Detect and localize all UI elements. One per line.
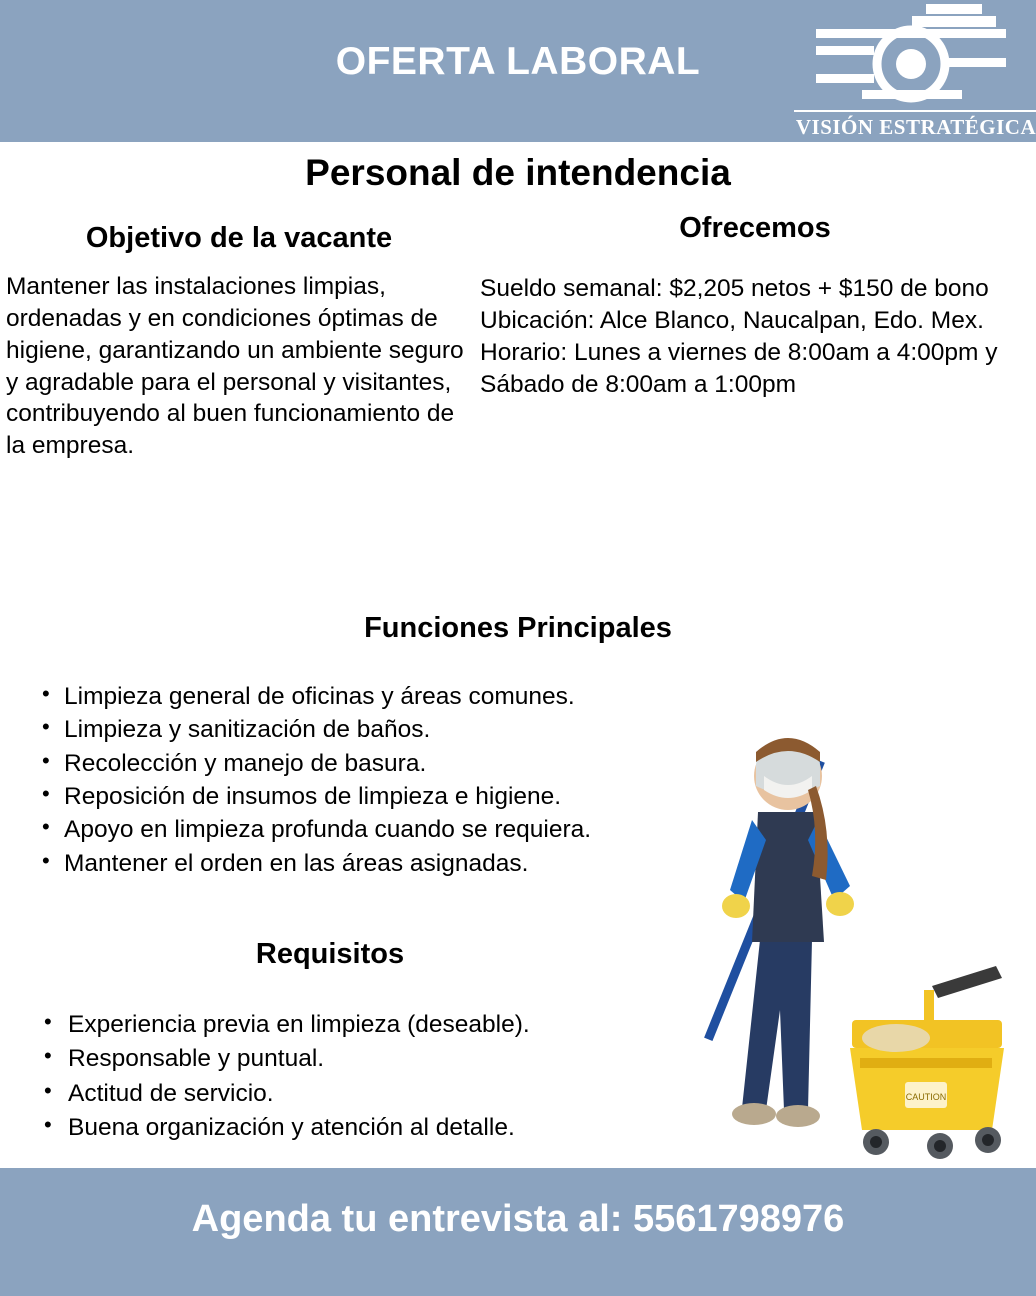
header-band [0, 0, 1036, 142]
requirements-heading: Requisitos [255, 938, 405, 970]
list-item: • Responsable y puntual. [44, 1042, 704, 1076]
offer-line-schedule: Horario: Lunes a viernes de 8:00am a 4:00pm y Sábado de 8:00am a 1:00pm [480, 338, 998, 398]
offer-line-location: Ubicación: Alce Blanco, Naucalpan, Edo. Mex. [480, 306, 984, 334]
objective-heading: Objetivo de la vacante [85, 222, 393, 254]
contact-cta: Agenda tu entrevista al: 5561798976 [191, 1198, 845, 1240]
page-title: OFERTA LABORAL [335, 40, 701, 83]
objective-text: Mantener las instalaciones limpias, ordenadas y en condiciones óptimas de higiene, garantizando un ambiente seguro y agradable para el personal y visitantes, contribuyendo al buen funcionamiento de la empresa. [6, 273, 464, 460]
offer-heading: Ofrecemos [679, 212, 831, 244]
worker-photo [700, 690, 1036, 1168]
functions-heading: Funciones Principales [364, 612, 672, 644]
list-item: • Reposición de insumos de limpieza e higiene. [42, 780, 762, 813]
footer-band [0, 1168, 1036, 1296]
logo-text: VISIÓN ESTRATÉGICA [794, 110, 1036, 140]
objective-section [4, 222, 474, 462]
list-item: • Recolección y manejo de basura. [42, 747, 762, 780]
logo-icon [816, 2, 1006, 107]
svg-text:CAUTION: CAUTION [905, 1092, 947, 1102]
functions-list [10, 680, 762, 880]
company-logo [776, 0, 1036, 142]
list-item: • Apoyo en limpieza profunda cuando se requiera. [42, 813, 762, 846]
job-title: Personal de intendencia [305, 152, 731, 193]
list-item: • Experiencia previa en limpieza (deseable). [44, 1008, 704, 1042]
list-item: • Limpieza general de oficinas y áreas comunes. [42, 680, 762, 713]
list-item: • Mantener el orden en las áreas asignadas. [42, 847, 762, 880]
requirements-list [12, 1008, 704, 1145]
list-item: • Actitud de servicio. [44, 1077, 704, 1111]
list-item: • Limpieza y sanitización de baños. [42, 713, 762, 746]
mop-bucket-icon [850, 966, 1004, 1159]
list-item: • Buena organización y atención al detalle. [44, 1111, 704, 1145]
person-figure [722, 738, 854, 1127]
offer-line-salary: Sueldo semanal: $2,205 netos + $150 de bono [480, 275, 989, 302]
offer-section [478, 212, 1032, 400]
